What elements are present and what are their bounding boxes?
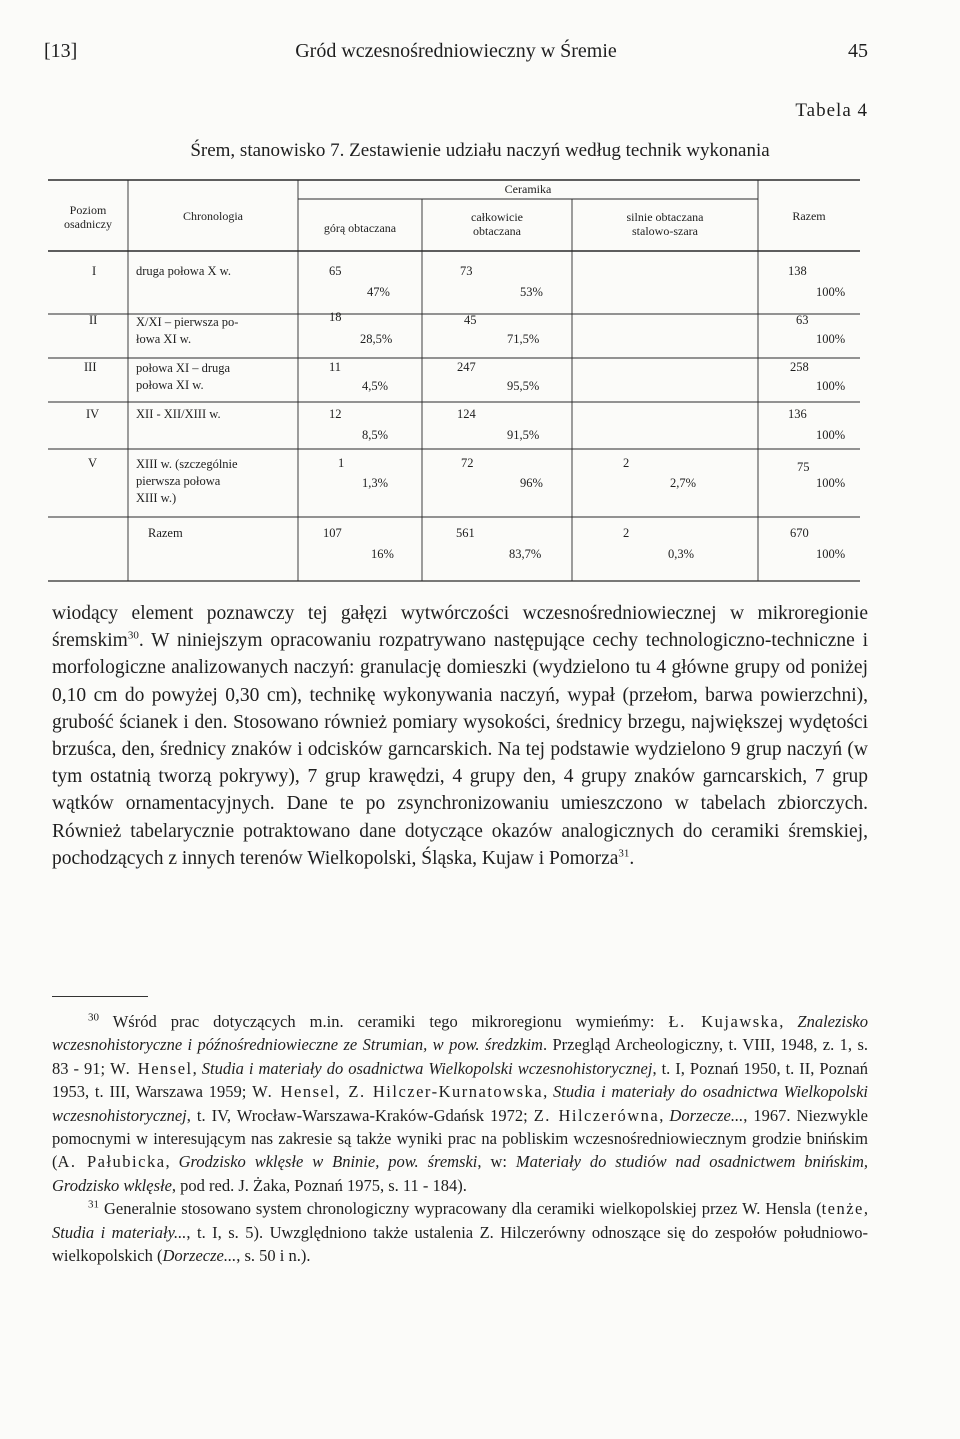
row-total-gora-pct: 16% xyxy=(371,547,394,561)
row-4-gora: 12 xyxy=(329,407,342,421)
fn31-author: tenże xyxy=(821,1199,864,1219)
row-3-calk: 247 xyxy=(457,360,476,374)
row-5-chron-1: XIII w. (szczególnie xyxy=(136,457,238,471)
row-1-razem: 138 xyxy=(788,264,807,278)
fn31-title: Dorzecze... xyxy=(162,1246,237,1266)
row-2-gora-pct: 28,5% xyxy=(360,332,393,346)
header-chronologia: Chronologia xyxy=(183,209,243,223)
footnote-30 xyxy=(52,1010,868,1197)
row-5-chron-2: pierwsza połowa xyxy=(136,474,221,488)
fn30-title: Grodzisko wklęsłe w Bninie, pow. śremski xyxy=(178,1152,478,1172)
header-calkowicie-obtaczana xyxy=(422,210,572,238)
fn30-text: , xyxy=(659,1105,670,1125)
header-gora-obtaczana: górą obtaczana xyxy=(323,221,397,235)
fn30-text: , pod red. J. Żaka, Poznań 1975, s. 11 - 184). xyxy=(171,1175,467,1195)
header-calkowicie-line1: całkowicie xyxy=(471,210,523,224)
footnote-rule xyxy=(52,996,148,997)
row-5-calk: 72 xyxy=(461,456,474,470)
row-5-gora-pct: 1,3% xyxy=(362,476,389,490)
fn30-text: , xyxy=(779,1012,798,1031)
fn30-text: , xyxy=(192,1058,202,1078)
row-1-razem-pct: 100% xyxy=(816,285,846,299)
fn30-title: Materiały do studiów nad osadnictwem bnińskim, Grodzisko wklęsłe xyxy=(52,1152,868,1195)
table-caption: Śrem, stanowisko 7. Zestawienie udziału naczyń według technik wykonania xyxy=(190,140,770,161)
row-2-chron-1: X/XI – pierwsza po- xyxy=(136,315,239,329)
body-text xyxy=(52,600,868,872)
row-3-level: III xyxy=(84,360,97,374)
fn30-text: , w: xyxy=(477,1152,516,1172)
fn31-text: , t. I, s. 5). Uwzględniono także ustalenia Z. Hilczerówny odnoszące się do zespołów południowo-wielkopolskich ( xyxy=(52,1222,868,1266)
header-silnie-line1: silnie obtaczana xyxy=(626,210,704,224)
fn31-title: Studia i materiały... xyxy=(52,1222,187,1242)
row-2-level: II xyxy=(89,313,98,327)
row-5-siln: 2 xyxy=(623,456,630,470)
running-header xyxy=(44,40,868,74)
header-razem: Razem xyxy=(792,209,826,223)
row-4-level: IV xyxy=(86,407,100,421)
row-2-gora: 18 xyxy=(329,310,342,324)
row-3-gora-pct: 4,5% xyxy=(362,379,389,393)
row-total-label: Razem xyxy=(148,526,183,540)
row-total-siln: 2 xyxy=(623,526,630,540)
row-5-gora: 1 xyxy=(338,456,345,470)
row-total-siln-pct: 0,3% xyxy=(668,547,695,561)
fn30-text: , t. IV, Wrocław-Warszawa-Kraków-Gdańsk 1972; xyxy=(186,1105,534,1125)
fn30-author: A. Pałubicka xyxy=(57,1152,166,1172)
fn30-text: , xyxy=(543,1082,553,1102)
fn30-author: W. Hensel, Z. Hilczer-Kurnatowska xyxy=(252,1082,544,1102)
fn30-text: . Przegląd Archeologiczny, t. VIII, 1948, z. 1, s. 83 - 91; xyxy=(52,1035,868,1078)
row-5-chron-3: XIII w.) xyxy=(136,491,177,505)
row-1-calk-pct: 53% xyxy=(520,285,543,299)
fn30-author: Z. Hilczerówna xyxy=(533,1105,660,1125)
fn31-text: Generalnie stosowano system chronologiczny wypracowany dla ceramiki wielkopolskiej przez W. Hensla ( xyxy=(99,1199,822,1219)
row-4-calk-pct: 91,5% xyxy=(507,428,540,442)
table-label: Tabela 4 xyxy=(795,100,868,121)
row-5-siln-pct: 2,7% xyxy=(670,476,697,490)
footnotes xyxy=(52,1010,868,1267)
row-total-calk: 561 xyxy=(456,526,475,540)
row-2-chron-2: łowa XI w. xyxy=(136,332,192,346)
footnote-ref-31[interactable]: 31 xyxy=(618,847,630,860)
fn30-text: , xyxy=(165,1152,179,1172)
footnote-ref-30[interactable]: 30 xyxy=(127,629,139,642)
fn30-text: Wśród prac dotyczących m.in. ceramiki tego mikroregionu wymieńmy: xyxy=(99,1012,669,1031)
row-3-razem-pct: 100% xyxy=(816,379,846,393)
header-poziom xyxy=(48,203,128,231)
page-number-left: [13] xyxy=(44,40,78,62)
footnote-31 xyxy=(52,1197,868,1267)
technique-table xyxy=(40,177,866,583)
row-5-calk-pct: 96% xyxy=(520,476,543,490)
fn30-text: , t. I, Poznań 1950, t. II, Poznań 1953, t. III, Warszawa 1959; xyxy=(52,1058,868,1102)
header-poziom-line2: osadniczy xyxy=(64,217,112,231)
row-total-razem: 670 xyxy=(790,526,809,540)
fn30-title: Dorzecze... xyxy=(669,1105,744,1125)
fn30-author: Ł. Kujawska xyxy=(668,1012,780,1031)
row-3-chron-1: połowa XI – druga xyxy=(136,361,231,375)
row-3-calk-pct: 95,5% xyxy=(507,379,540,393)
row-total-calk-pct: 83,7% xyxy=(509,547,542,561)
row-2-calk: 45 xyxy=(464,313,477,327)
fn30-title: Studia i materiały do osadnictwa Wielkopolski wczesnohistorycznej xyxy=(201,1058,653,1078)
header-silnie-line2: stalowo-szara xyxy=(632,224,698,238)
row-1-gora: 65 xyxy=(329,264,342,278)
row-4-gora-pct: 8,5% xyxy=(362,428,389,442)
row-3-gora: 11 xyxy=(329,360,342,374)
body-text-part-b: . W niniejszym opracowaniu rozpatrywano następujące cechy technologiczno-techniczne i morfologiczne analizowanych naczyń: granulację domieszki (wydzielono tu 4 główne grupy od poniżej 0,10 cm do powyżej 0,30 cm), technikę wykonywania naczyń, wypał (przełom, barwa powierzchni), grubość ścianek i den. Stosowano również pomiary wysokości, średnicy brzegu, największej wydętości brzuśca, den, średnicy znaków i odcisków garncarskich. Na tej podstawie wydzielono 9 grup naczyń (w tym ostatnią tworzą pokrywy), 7 grup krawędzi, 4 grupy den, 4 grupy znaków garncarskich, 7 grup wątków ornamentacyjnych. Dane te po zsynchronizowaniu umieszczono w tabelach zbiorczych. Również tabelarycznie potraktowano dane dotyczące okazów analogicznych do ceramiki śremskiej, pochodzących z innych terenów Wielkopolski, Śląska, Kujaw i Pomorza xyxy=(52,630,868,869)
footnote-30-number: 30 xyxy=(88,1011,99,1024)
row-total-razem-pct: 100% xyxy=(816,547,846,561)
row-1-gora-pct: 47% xyxy=(367,285,390,299)
fn31-text: , s. 50 i n.). xyxy=(236,1246,311,1266)
footnote-31-number: 31 xyxy=(88,1198,99,1211)
header-silnie-obtaczana xyxy=(572,210,758,238)
fn30-text: , 1967. Niezwykle pomocnymi w interesującym nas zakresie są także wyniki prac na pobliskim wczesnośredniowiecznym grodzie bnińskim ( xyxy=(52,1105,869,1172)
body-text-part-a: wiodący element poznawczy tej gałęzi wytwórczości wczesnośredniowiecznej w mikroregionie śremskim xyxy=(52,603,868,652)
row-1-level: I xyxy=(92,264,97,278)
row-5-level: V xyxy=(88,456,98,470)
row-4-calk: 124 xyxy=(457,407,476,421)
fn31-text: , xyxy=(863,1199,868,1219)
row-2-razem: 63 xyxy=(796,313,809,327)
row-3-chron-2: połowa XI w. xyxy=(136,378,204,392)
row-1-chron: druga połowa X w. xyxy=(136,264,232,278)
fn30-title: Znalezisko wczesnohistoryczne i późnośredniowieczne ze Strumian, w pow. średzkim xyxy=(52,1012,868,1055)
header-ceramika: Ceramika xyxy=(504,182,552,196)
row-4-razem-pct: 100% xyxy=(816,428,846,442)
row-1-calk: 73 xyxy=(460,264,473,278)
body-text-end: . xyxy=(629,847,635,869)
row-2-calk-pct: 71,5% xyxy=(507,332,540,346)
header-calkowicie-line2: obtaczana xyxy=(473,224,521,238)
row-4-razem: 136 xyxy=(788,407,807,421)
header-poziom-line1: Poziom xyxy=(69,203,107,217)
row-4-chron: XII - XII/XIII w. xyxy=(136,407,221,421)
body-paragraph xyxy=(52,600,868,872)
row-5-razem: 75 xyxy=(797,460,810,474)
row-5-razem-pct: 100% xyxy=(816,476,846,490)
row-3-razem: 258 xyxy=(790,360,809,374)
row-2-razem-pct: 100% xyxy=(816,332,846,346)
running-title: Gród wczesnośredniowieczny w Śremie xyxy=(295,40,617,62)
row-total-gora: 107 xyxy=(323,526,342,540)
fn30-author: W. Hensel xyxy=(110,1058,193,1078)
fn30-title: Studia i materiały do osadnictwa Wielkopolski wczesnohistorycznej xyxy=(52,1082,868,1125)
page-number-right: 45 xyxy=(848,40,868,62)
